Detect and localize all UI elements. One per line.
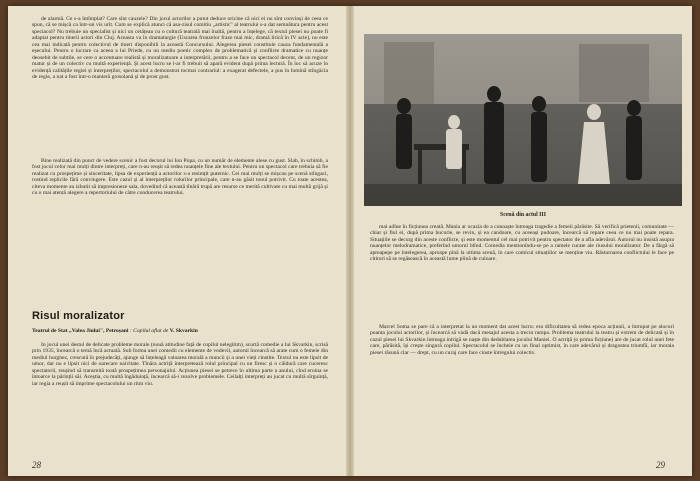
left-column-2 [32,158,328,197]
article-subheading [32,328,328,334]
paragraph: In jocul unei destul de delicate probleme morale (nouă atitudine față de copilul nelegitim), scurtă comedie a lui Skvarkin, scrisă prin 1935, încearcă o temă încă actuală. Sub forma unei comedii cu elemente de vodevil, autorul încearcă să arate cum o femeie din mediul burghez, crescută în prejudecăți, ajunge să înțeleagă valoarea morală a muncii și a unei vieți cinstite. Textul nu este lipsit de umor, dar nu e lipsit nici de oarecare naivitate. Tînăra actriță interpretează rolul principal cu un firesc și o căldură care cuceresc spectatorii, reușind să transmită toată prospețimea personajului. Acțiunea piesei se petrece în ultima parte a anului, cînd eroina se întoarce la părinții săi. Aceștia, cu multă îngăduință, încearcă să-i rezolve problemele. Ceilalți interpreți au jucat cu multă sîrguință, iar regia a reușit să imprime spectacolului un ritm viu. [32,342,328,387]
article-heading: Risul moralizator [32,310,125,322]
author-name: V. Skvarkin [169,328,198,334]
paragraph: Bine realizată din punct de vedere scenic a fost decorul lui Ion Popa, cu un număr de elemente alese cu gust. Slab, în schimb, a fost jocul celor mai mulți dintre interpreți, care n-au reușit să redea nuanțele fine ale textului. Pentru un spectacol care trebuia să fie realizat cu prospețime și sinceritate, lipsa de experiență a actorilor s-a resimțit puternic. Cei mai mulți se mișcau pe scenă stîngaci, rostind replicile fără convingere. Este cazul și al interpreților rolurilor principale, care n-au găsit tonul potrivit. Cu toate acestea, citeva momente au izbutit să impresioneze sala, dovedind că această tînără trupă are resurse ce merită cultivate cu mai multă grijă și cu o mai atentă alegere a repertoriului de către conducerea teatrului. [32,158,328,197]
book-gutter [346,6,354,476]
page-number-right: 29 [656,460,665,470]
stage-photo-image [364,34,682,206]
paragraph: de alarmă. Ce s-a întîmplat? Care sînt cauzele? Din jocul actorilor a putut deduce oricine că nici ei nu sînt convinși de ceea ce spun, că se mișcă ca într-un vis urît. Cum se explică atunci că asa-zisul comitiu „artistic" al teatrului s-a dat semnătura pentru acest spectacol? Nu trebuie un specialist și nici un cetățean cu o cultură teatrală mai înaltă, pentru a înțelege, că textul piesei nu poate fi adaptat pentru tinerii actori din Cluj. Aceasta va în dramaturgie (Uscarea frunzelor fraze mai mic, dramă lirică în IV acte), nu este cea mai indicată pentru colectivul de tineri disponibili la această Concursului. Alegerea piesei constituie cauza fundamentală a eșecului. Pentru o lucrare ca aceea a lui Priede, cu un mediu poetic complex de problematică și conflicte dramatice cu nuanțe deosebit de subtile, se cere o accentuare realistă și moralizatoare a interpretării, pentru a se face un spectacol decent, de un regizor matur și de un colectiv cu multă experiență. Și acest lucru se l-ar fi trebuit să apară evident după prima lectură. În loc să acuze în evidență calitățile regiei și interpreților, spectacolul a demonstrat tocmai contrariul: a exagerat defectele, a pus în lumină stîngăcia de regie, a nat a fost într-o manieră grosolană și de prost gust. [32,16,328,81]
theatre-name: Teatrul de Stat „Valea Jiului", Petroșani [32,328,129,334]
right-page [354,6,692,476]
page-number-left: 28 [32,460,41,470]
right-column-2 [370,324,674,356]
stage-photo [364,34,682,206]
left-column-3 [32,342,328,387]
right-column-1 [370,224,674,263]
play-title: : Copilul aflat de [128,328,170,334]
left-page [8,6,346,476]
left-column-1 [32,16,328,81]
photo-caption: Scenă din actul III [500,212,546,218]
paragraph: Marcel Soma se pare că a interpretat la un moment dat acest lucru: era dificultatea să redea epoca acțiunii, a întrupat pe alocuri poanta jocului actorilor, și încearcă să vadă dacă mesajul acesta a trecut rampa. Problema teatrului la teatru și extrem de delicată și în cazul piesei lui Skvarkin întreaga intrigă se naște din dedublarea jocului Maniei. O actriță (o prima ficțiune) are de jucat rolul unei fete care, părăsită, își crește singură copilul. Spectacolul se încheie cu un final optimist, în care adevărul și dragostea triumfă, iar morala piesei răsună clar — drept, cu un curaj care face cinste întregului colectiv. [370,324,674,356]
paragraph: mai adîne în ficțiunea creată. Mania ar ocazia de a cunoaște întreaga tragedie a femeii părăsite. Să verifică prietenii, comunitate — chiar și fiul ei, după prima bucurie, se revin, și ea candoare, cu aceeași pudoare, încearcă să repare ceea ce nu mai poate repara. Situațiile se decurg din aceste conflicte, și este momentul cel mai potrivit pentru spectator de a afla adevărul. Autorul nu insistă asupra nuanțelor melodramatice, preferînd umorul blînd. Comedia mentionîndu-se pe a ramele curate ale riusului moralizator. De a fărgă să apreapepe pe întelegerea, aproape pînă la ultima scenă, în care comicul situațiilor se menține viu. Răsturnarea conflictului le face pe cititori să se regăsească în această lume plină de culoare. [370,224,674,263]
book-spread [8,6,692,476]
